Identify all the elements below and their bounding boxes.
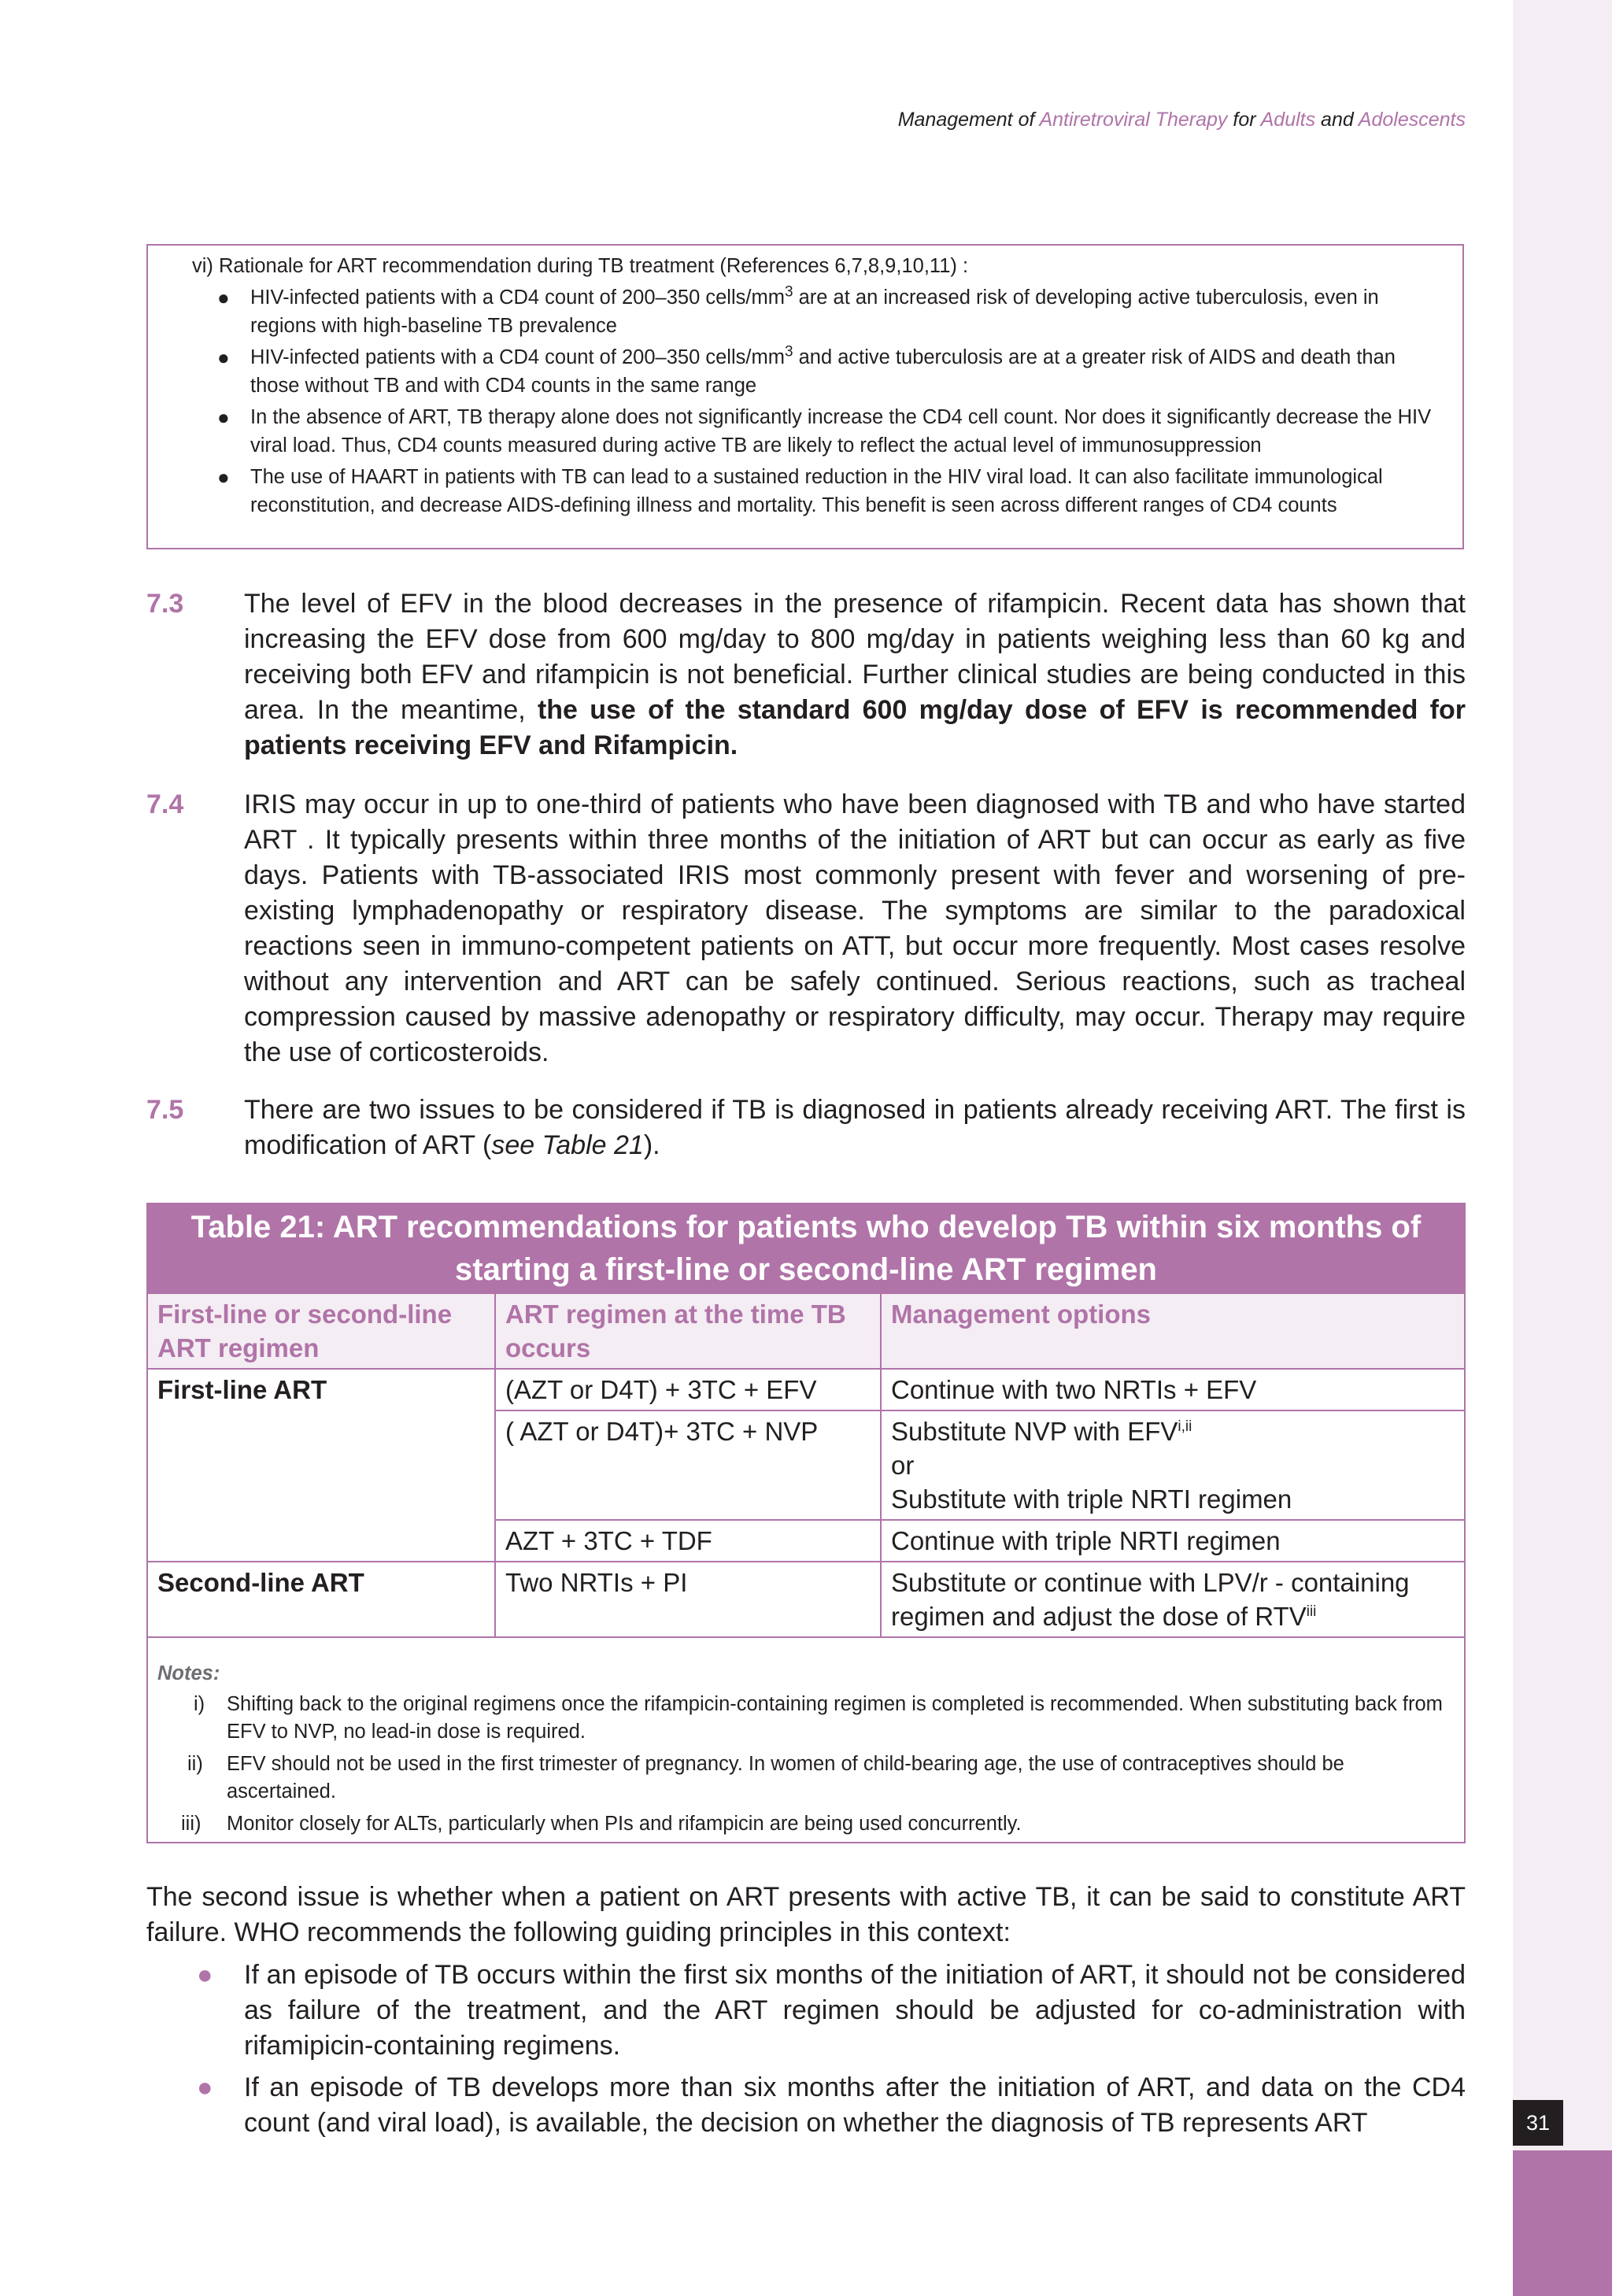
- list-item: ● HIV-infected patients with a CD4 count of 200–350 cells/$mm^3$ and active tuberculosis are at a greater risk of AIDS and death than those without TB and with CD4 counts in the same range: [217, 343, 1396, 397]
- column-header: ART regimen at the time TB occurs: [495, 1294, 881, 1369]
- rationale-list: [192, 283, 1444, 519]
- row-group-label: Second-line ART: [148, 1562, 495, 1637]
- table-cell: Continue with two NRTIs + EFV: [881, 1369, 1464, 1411]
- section-text: IRIS may occur in up to one-third of patients who have been diagnosed with TB and who have started ART . It typically presents within three months of the initiation of ART but can occur as early as five days. Patients with TB-associated IRIS most commonly present with fever and worsening of pre-existing lymphadenopathy or respiratory disease. The symptoms are similar to the paradoxical reactions seen in immuno-competent patients on ATT, but occur more frequently. Most cases resolve without any intervention and ART can be safely continued. Serious reactions, such as tracheal compression caused by massive adenopathy or respiratory difficulty, may occur. Therapy may require the use of corticosteroids.: [244, 789, 1466, 1067]
- column-header: First-line or second-line ART regimen: [148, 1294, 495, 1369]
- section-7-5: [146, 1093, 1466, 1163]
- running-head-part: for: [1233, 109, 1256, 131]
- bullet-icon: ●: [197, 1960, 213, 1990]
- section-7-3: [146, 586, 1466, 763]
- closing-intro: The second issue is whether when a patient on ART presents with active TB, it can be said to constitute ART failure. WHO recommends the following guiding principles in this context:: [146, 1882, 1466, 1947]
- bullet-icon: ●: [217, 286, 230, 309]
- list-item: ● If an episode of TB develops more than six months after the initiation of ART, and data on the CD4 count (and viral load), is available, the decision on whether the diagnosis of TB represents ART: [146, 2070, 1466, 2141]
- page-number: 31: [1513, 2100, 1563, 2146]
- side-strip-accent: [1513, 2150, 1612, 2296]
- list-item: ● In the absence of ART, TB therapy alone does not significantly increase the CD4 cell count. Nor does it significantly decrease the HIV viral load. Thus, CD4 counts measured during active TB are likely to reflect the actual level of immunosuppression: [192, 403, 1444, 460]
- side-strip: [1513, 0, 1612, 2296]
- table-cell: Continue with triple NRTI regimen: [881, 1520, 1464, 1562]
- notes-heading: Notes:: [157, 1662, 220, 1684]
- bullet-icon: ●: [197, 2072, 213, 2102]
- table-cell: Substitute NVP with $EFV^{i,ii}$ or Substitute with triple NRTI regimen: [881, 1411, 1464, 1520]
- section-text: The level of EFV in the blood decreases in the presence of rifampicin. Recent data has shown that increasing the EFV dose from 600 mg/day to 800 mg/day in patients weighing less than 60 kg and receiving both EFV and rifampicin is not beneficial. Further clinical studies are being conducted in this area. In the meantime, the use of the standard 600 mg/day dose of EFV is recommended for patients receiving EFV and Rifampicin.: [244, 589, 1466, 760]
- note-item: ii) EFV should not be used in the first trimester of pregnancy. In women of child-bearing age, the use of contraceptives should be ascertained.: [187, 1753, 1344, 1802]
- list-item: ● HIV-infected patients with a CD4 count of 200–350 cells/$mm^3$ are at an increased risk of developing active tuberculosis, even in regions with high-baseline TB prevalence: [217, 283, 1379, 337]
- rationale-box: [146, 244, 1464, 549]
- list-item: ● If an episode of TB occurs within the first six months of the initiation of ART, it should not be considered as failure of the treatment, and the ART regimen should be adjusted for co-administration with rifamipicin-containing regimens.: [146, 1958, 1466, 2064]
- column-header: Management options: [881, 1294, 1464, 1369]
- running-head-accent: Adolescents: [1358, 109, 1466, 131]
- section-7-4: [146, 787, 1466, 1070]
- table-title: Table 21: ART recommendations for patients who develop TB within six months of starting a first-line or second-line ART regimen: [148, 1204, 1464, 1294]
- running-head: [898, 109, 1466, 131]
- table-header-row: [148, 1294, 1464, 1369]
- table-notes: [148, 1638, 1464, 1838]
- running-head-part: and: [1321, 109, 1354, 131]
- running-head-accent: Adults: [1260, 109, 1316, 131]
- note-item: iii) Monitor closely for ALTs, particularly when PIs and rifampicin are being used concurrently.: [181, 1813, 1022, 1835]
- table-row: [148, 1562, 1464, 1637]
- table-cell: Substitute or continue with LPV/r - containing regimen and adjust the dose of RTV$^{iii}$: [881, 1562, 1464, 1637]
- running-head-part: Management of: [897, 109, 1035, 131]
- rationale-title: vi) Rationale for ART recommendation during TB treatment (References 6,7,8,9,10,11) :: [192, 255, 969, 277]
- table-row: [148, 1369, 1464, 1411]
- running-head-accent: Antiretroviral Therapy: [1039, 109, 1228, 131]
- bullet-icon: ●: [217, 405, 230, 429]
- art-table: [148, 1294, 1464, 1638]
- section-number: 7.4: [146, 789, 184, 819]
- table-21: [146, 1203, 1466, 1843]
- bullet-icon: ●: [217, 346, 230, 369]
- table-cell: Two NRTIs + PI: [495, 1562, 881, 1637]
- table-cell: ( AZT or D4T)+ 3TC + NVP: [495, 1411, 881, 1520]
- table-cell: AZT + 3TC + TDF: [495, 1520, 881, 1562]
- note-item: i) Shifting back to the original regimens once the rifampicin-containing regimen is completed is recommended. When substituting back from EFV to NVP, no lead-in dose is required.: [194, 1693, 1443, 1743]
- bullet-icon: ●: [217, 465, 230, 489]
- list-item: ● The use of HAART in patients with TB can lead to a sustained reduction in the HIV viral load. It can also facilitate immunological reconstitution, and decrease AIDS-defining illness and mortality. This benefit is seen across different ranges of CD4 counts: [192, 463, 1444, 519]
- section-text: There are two issues to be considered if TB is diagnosed in patients already receiving ART. The first is modification of ART (see Table 21).: [244, 1095, 1466, 1160]
- section-number: 7.3: [146, 589, 184, 619]
- section-number: 7.5: [146, 1095, 184, 1125]
- table-cell: (AZT or D4T) + 3TC + EFV: [495, 1369, 881, 1411]
- row-group-label: First-line ART: [148, 1369, 495, 1562]
